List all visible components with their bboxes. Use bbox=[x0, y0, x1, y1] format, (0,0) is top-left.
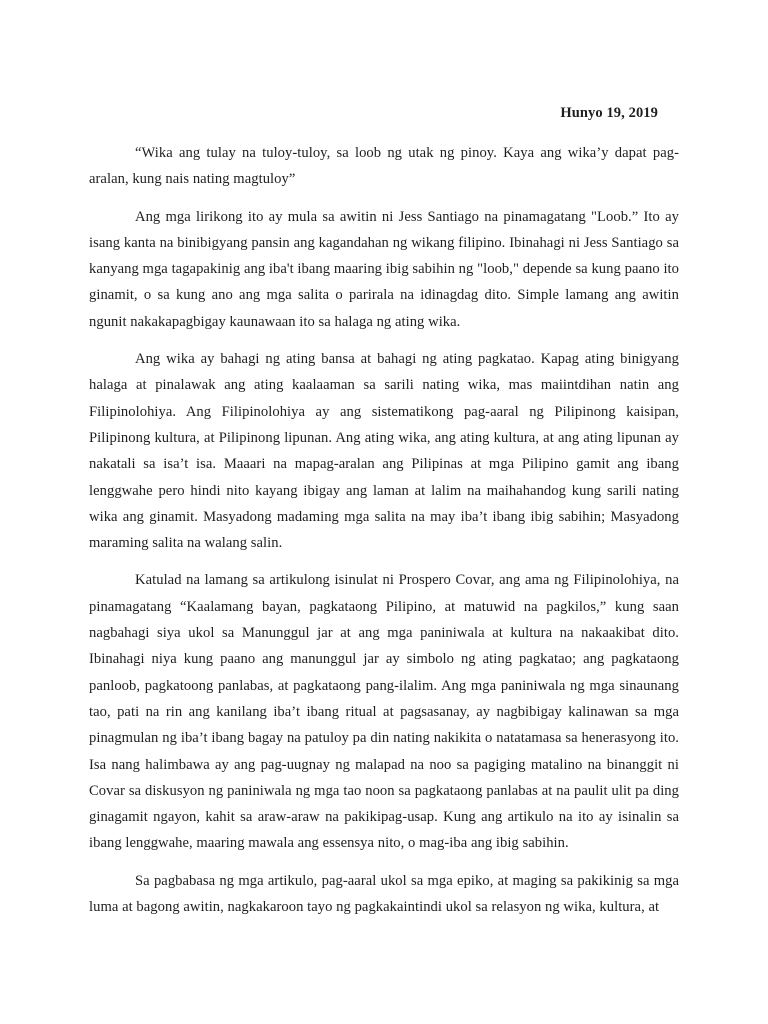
paragraph-2: Ang wika ay bahagi ng ating bansa at bahagi ng ating pagkatao. Kapag ating binigyang halaga at pinalawak ang ating kaalaaman sa sarili nating wika, mas maiintdihan natin ang Filipinolohiya. Ang Filipinolohiya ay ang sistematikong pag-aaral ng Pilipinong kaisipan, Pilipinong kultura, at Pilipinong lipunan. Ang ating wika, ang ating kultura, at ang ating lipunan ay nakatali sa isa’t isa. Maaari na mapag-aralan ang Pilipinas at mga Pilipino gamit ang ibang lenggwahe pero hindi nito kayang ibigay ang laman at lalim na maihahandog kung sarili nating wika ang ginamit. Masyadong madaming mga salita na may iba’t ibang ibig sabihin; Masyadong maraming salita na walang salin. bbox=[89, 351, 679, 552]
document-date: Hunyo 19, 2019 bbox=[560, 105, 658, 121]
paragraph-3: Katulad na lamang sa artikulong isinulat ni Prospero Covar, ang ama ng Filipinolohiya, na pinamagatang “Kaalamang bayan, pagkataong Pilipino, at matuwid na pagkilos,” kung saan nagbahagi siya ukol sa Manunggul jar at ang mga paniniwala at kultura na nakaakibat dito. Ibinahagi niya kung paano ang manunggul jar ay simbolo ng ating pagkatao; ang pagkataong panloob, pagkatoong panlabas, at pagkataong pang-ilalim. Ang mga paniniwala ng mga sinaunang tao, pati na rin ang kanilang iba’t ibang ritual at pagsasanay, ay nagbibigay kalinawan sa mga pinagmulan ng iba’t ibang bagay na patuloy pa din nating nakikita o natatamasa sa henerasyong ito. Isa nang halimbawa ay ang pag-uugnay ng malapad na noo sa pagiging matalino na binanggit ni Covar sa diskusyon ng paniniwala ng mga tao noon sa pagkataong panlabas at na paulit ulit pa ding ginagamit ngayon, kahit sa araw-araw na pakikipag-usap. Kung ang artikulo na ito ay isinalin sa ibang lenggwahe, maaring mawala ang essensya nito, o mag-iba ang ibig sabihin. bbox=[89, 572, 679, 852]
paragraph-quote: “Wika ang tulay na tuloy-tuloy, sa loob ng utak ng pinoy. Kaya ang wika’y dapat pag-aralan, kung nais nating magtuloy” bbox=[89, 145, 679, 188]
paragraph-4: Sa pagbabasa ng mga artikulo, pag-aaral ukol sa mga epiko, at maging sa pakikinig sa mga luma at bagong awitin, nagkakaroon tayo ng pagkakaintindi ukol sa relasyon ng wika, kultura, at bbox=[89, 872, 679, 916]
paragraph-1: Ang mga lirikong ito ay mula sa awitin ni Jess Santiago na pinamagatang "Loob.” Ito ay isang kanta na binibigyang pansin ang kagandahan ng wikang filipino. Ibinahagi ni Jess Santiago sa kanyang mga tagapakinig ang iba't ibang maaring ibig sabihin ng "loob," depende sa kung paano ito ginamit, o sa kung ano ang mga salita o parirala na idinagdag dito. Simple lamang ang awitin ngunit nakakapagbigay kaunawaan ito sa halaga ng ating wika. bbox=[89, 208, 679, 330]
document-body bbox=[89, 140, 679, 931]
